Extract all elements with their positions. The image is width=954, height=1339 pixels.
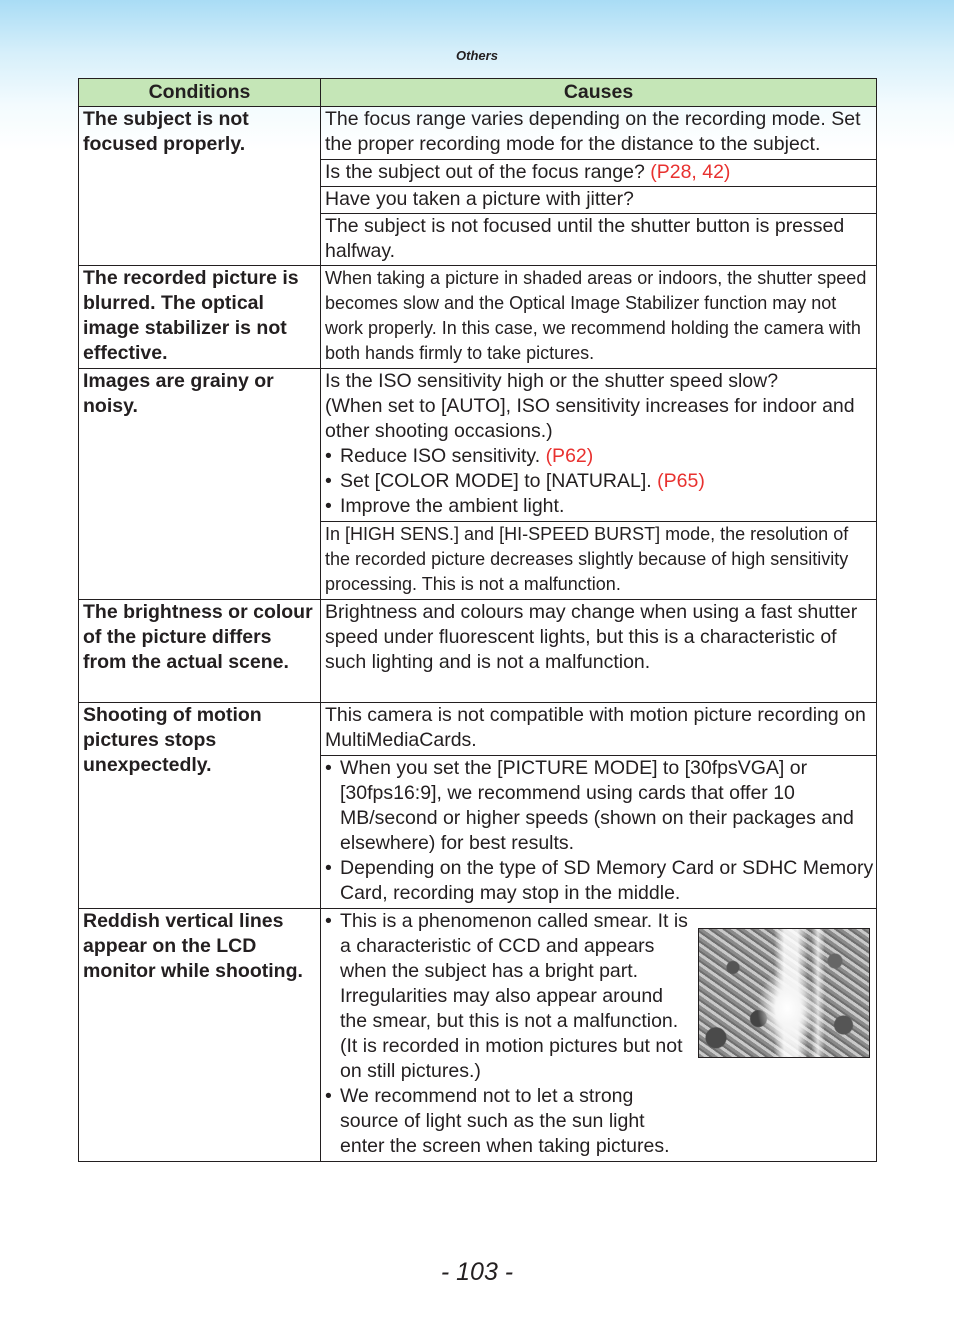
table-header-row bbox=[79, 79, 877, 107]
bullet-glyph: • bbox=[325, 495, 332, 517]
condition-cell: Images are grainy or noisy. bbox=[79, 369, 321, 600]
list-item bbox=[325, 1084, 691, 1159]
bullet-list bbox=[325, 444, 874, 519]
bullet-glyph: • bbox=[325, 445, 332, 467]
list-item bbox=[325, 494, 874, 519]
bullet-list bbox=[325, 909, 691, 1159]
bullet-text: Improve the ambient light. bbox=[340, 495, 565, 517]
condition-cell: The subject is not focused properly. bbox=[79, 107, 321, 266]
header-conditions: Conditions bbox=[79, 79, 321, 107]
cause-cell bbox=[321, 160, 877, 187]
bullet-text: We recommend not to let a strong source of light such as the sun light enter the screen when taking pictures. bbox=[340, 1085, 670, 1157]
table-row bbox=[79, 107, 877, 160]
bullet-list bbox=[325, 756, 874, 906]
cause-cell: The focus range varies depending on the recording mode. Set the proper recording mode for the distance to the subject. bbox=[321, 107, 877, 160]
bullet-glyph: • bbox=[325, 857, 332, 879]
cause-cell: Have you taken a picture with jitter? bbox=[321, 187, 877, 214]
list-item bbox=[325, 756, 874, 856]
bullet-text: Depending on the type of SD Memory Card or SDHC Memory Card, recording may stop in the middle. bbox=[340, 857, 874, 904]
cause-cell bbox=[321, 756, 877, 909]
list-item bbox=[325, 444, 874, 469]
cause-cell: Brightness and colours may change when using a fast shutter speed under fluorescent lights, but this is a characteristic of such lighting and is not a malfunction. bbox=[321, 600, 877, 703]
bullet-text: Set [COLOR MODE] to [NATURAL]. bbox=[340, 470, 658, 492]
list-item bbox=[325, 856, 874, 906]
page-number: - 103 - bbox=[440, 1258, 514, 1286]
cause-cell: When taking a picture in shaded areas or indoors, the shutter speed becomes slow and the Optical Image Stabilizer function may not work properly. In this case, we recommend holding the camera with both hands firmly to take pictures. bbox=[321, 266, 877, 369]
page-reference: (P65) bbox=[657, 470, 705, 492]
troubleshooting-table bbox=[78, 78, 877, 1162]
table-row bbox=[79, 600, 877, 703]
table-row bbox=[79, 909, 877, 1162]
list-item bbox=[325, 909, 691, 1084]
bullet-glyph: • bbox=[325, 470, 332, 492]
table-row bbox=[79, 703, 877, 756]
bullet-text: Reduce ISO sensitivity. bbox=[340, 445, 546, 467]
condition-cell: The brightness or colour of the picture differs from the actual scene. bbox=[79, 600, 321, 703]
bullet-glyph: • bbox=[325, 1085, 332, 1107]
condition-cell: Shooting of motion pictures stops unexpectedly. bbox=[79, 703, 321, 909]
bullet-glyph: • bbox=[325, 910, 332, 932]
bullet-glyph: • bbox=[325, 757, 332, 779]
cause-cell: This camera is not compatible with motion picture recording on MultiMediaCards. bbox=[321, 703, 877, 756]
cause-cell bbox=[321, 369, 877, 522]
smear-example-photo bbox=[698, 928, 870, 1058]
list-item bbox=[325, 469, 874, 494]
condition-cell: Reddish vertical lines appear on the LCD monitor while shooting. bbox=[79, 909, 321, 1162]
condition-cell: The recorded picture is blurred. The optical image stabilizer is not effective. bbox=[79, 266, 321, 369]
smear-block bbox=[325, 909, 874, 1159]
bullet-text: When you set the [PICTURE MODE] to [30fpsVGA] or [30fps16:9], we recommend using cards that offer 10 MB/second or higher speeds (shown on their packages and elsewhere) for best results. bbox=[340, 757, 854, 854]
header-causes: Causes bbox=[321, 79, 877, 107]
cause-text: (When set to [AUTO], ISO sensitivity increases for indoor and other shooting occasions.) bbox=[325, 395, 855, 442]
cause-cell bbox=[321, 909, 877, 1162]
table-row bbox=[79, 266, 877, 369]
section-title: Others bbox=[456, 48, 498, 63]
page-reference: (P28, 42) bbox=[650, 161, 731, 183]
table-row bbox=[79, 369, 877, 522]
cause-text: Is the ISO sensitivity high or the shutter speed slow? bbox=[325, 370, 779, 392]
cause-text: Is the subject out of the focus range? bbox=[325, 161, 651, 183]
cause-cell: The subject is not focused until the shutter button is pressed halfway. bbox=[321, 214, 877, 266]
cause-cell: In [HIGH SENS.] and [HI-SPEED BURST] mode, the resolution of the recorded picture decreases slightly because of high sensitivity processing. This is not a malfunction. bbox=[321, 522, 877, 600]
bullet-text: This is a phenomenon called smear. It is a characteristic of CCD and appears when the subject has a bright part. Irregularities may also appear around the smear, but this is not a malfunction. (It is recorded in motion pictures but not on still pictures.) bbox=[340, 910, 688, 1082]
page-reference: (P62) bbox=[545, 445, 594, 467]
